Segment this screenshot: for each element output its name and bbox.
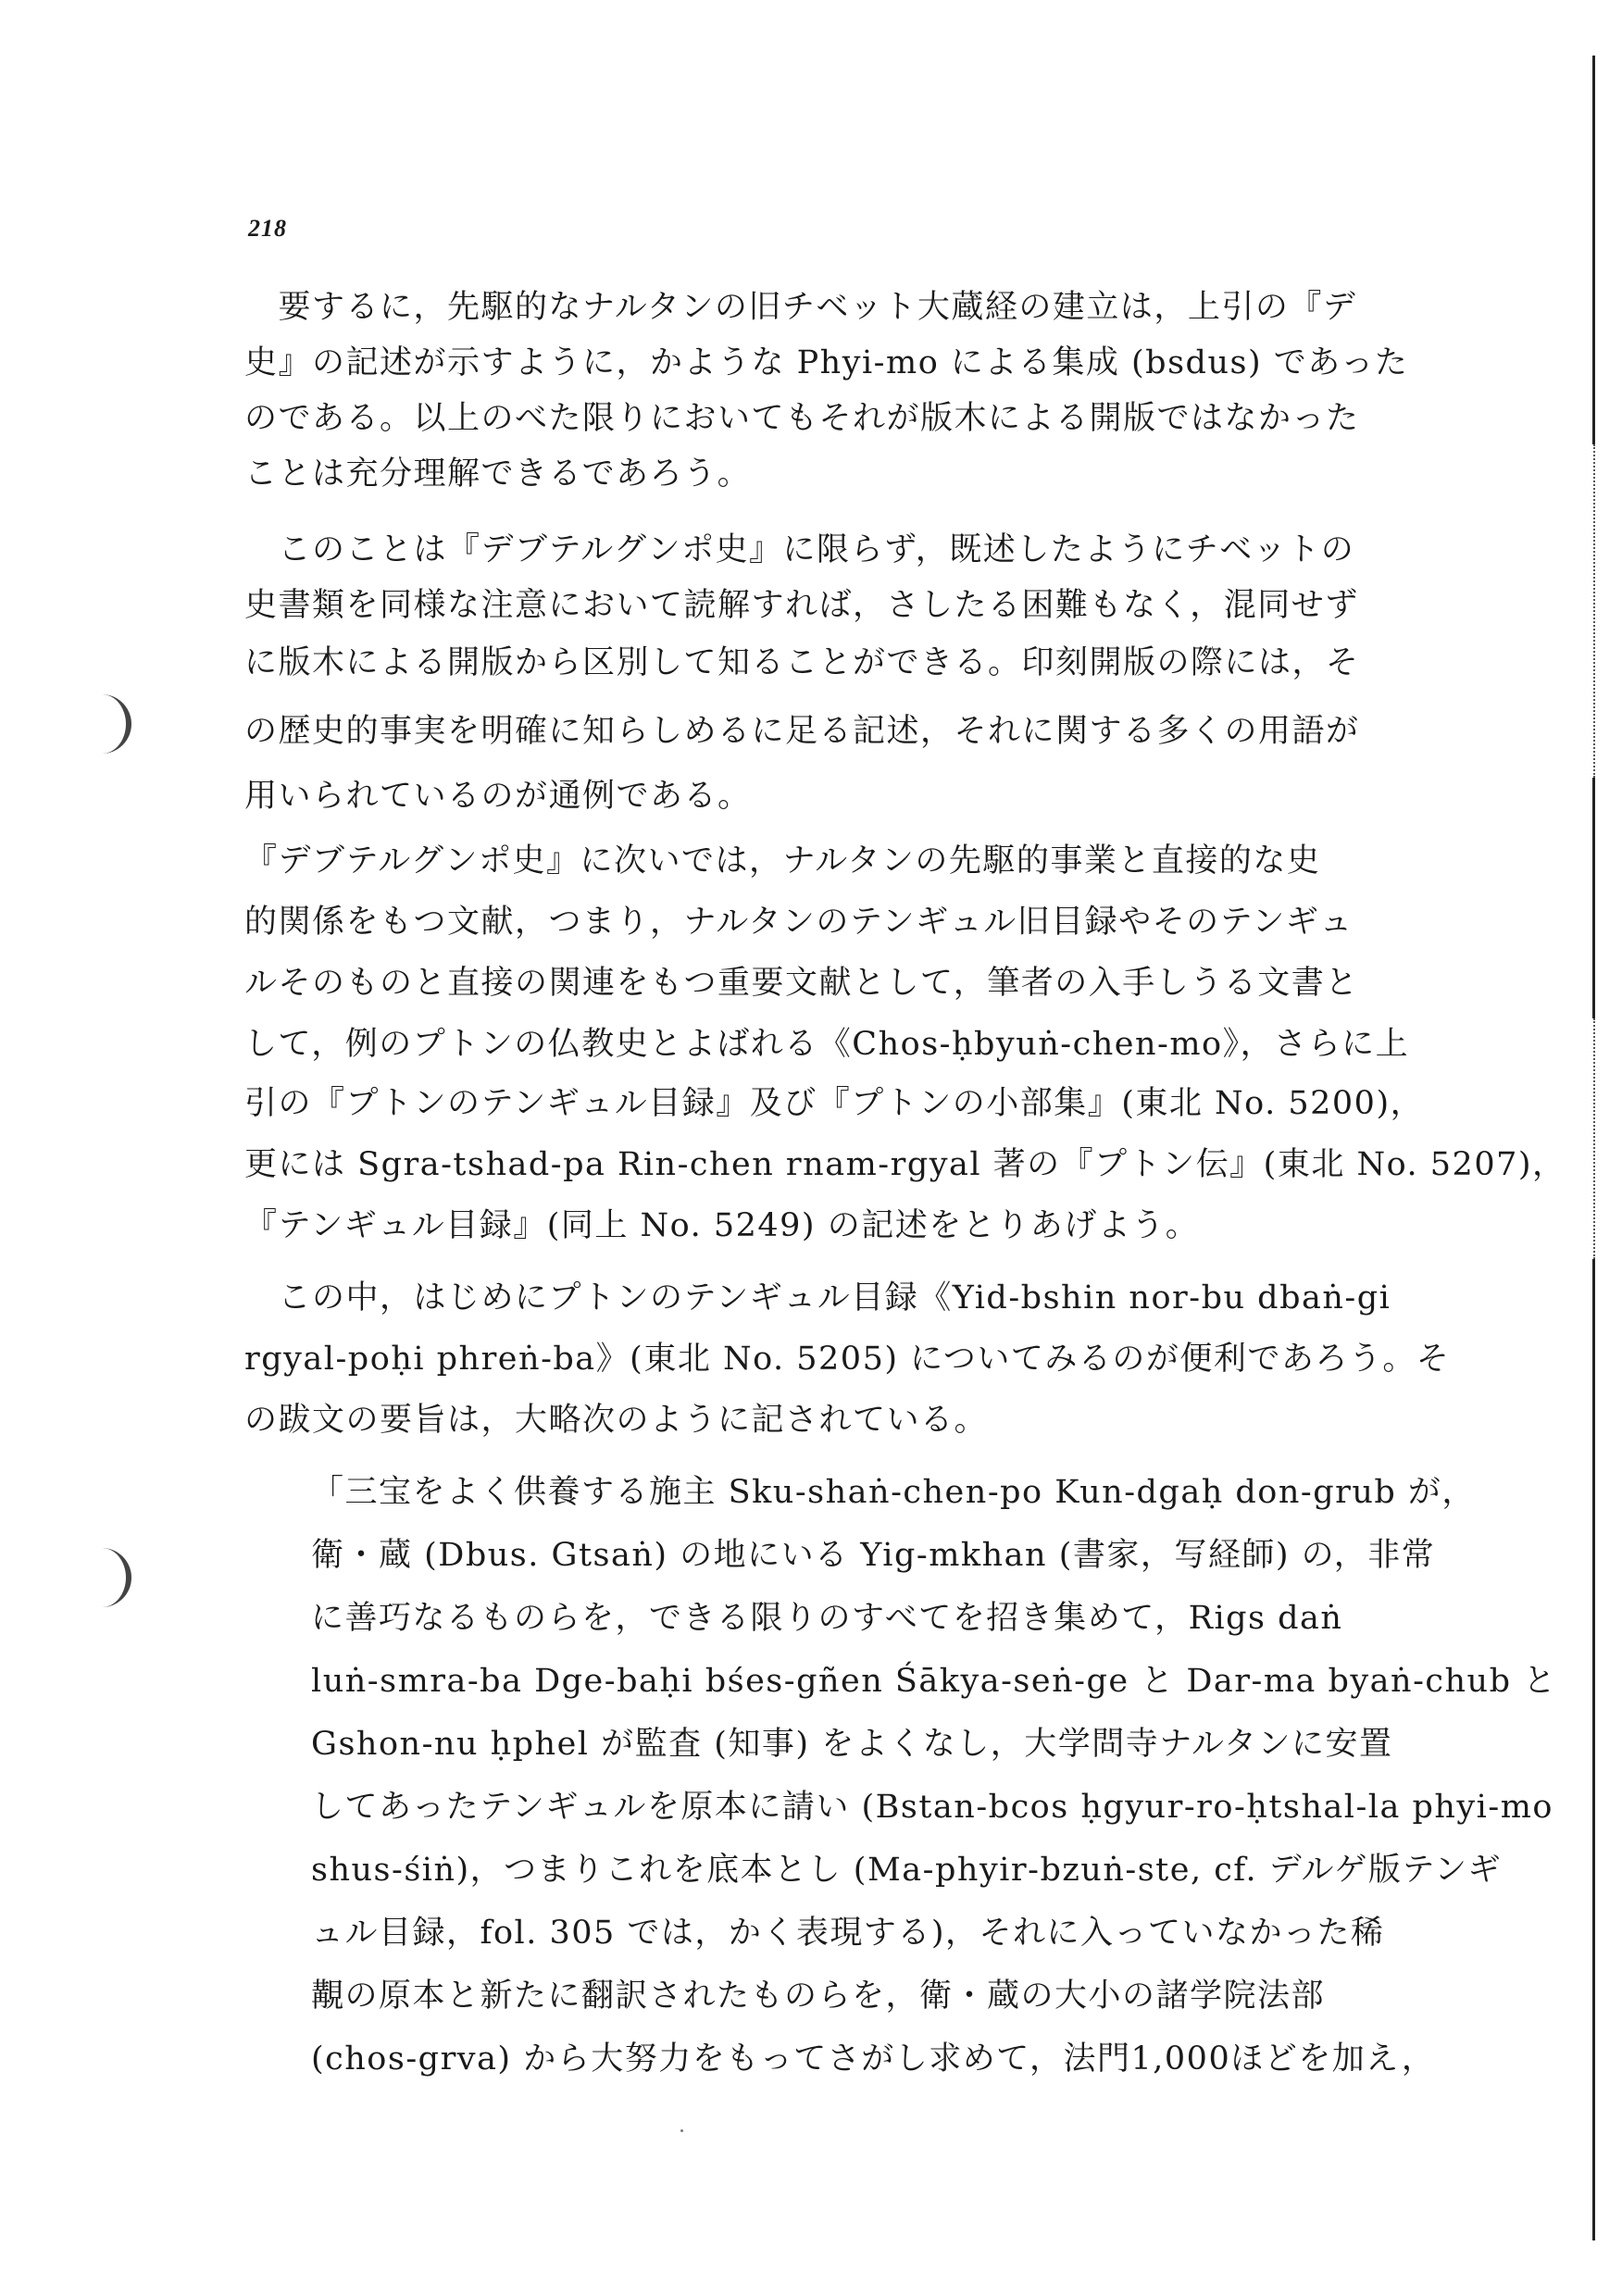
- page-edge-line: [1592, 1259, 1595, 2240]
- text-line: rgyal-poḥi phreṅ-ba》(東北 No. 5205) についてみるのが便利であろう。そ: [244, 1341, 1451, 1378]
- text-line: 『デブテルグンポ史』に次いでは，ナルタンの先駆的事業と直接的な史: [244, 842, 1321, 880]
- text-line: の跋文の要旨は，大略次のように記されている。: [244, 1402, 989, 1439]
- text-line: 史』の記述が示すように，かような Phyi-mo による集成 (bsdus) であった: [244, 344, 1409, 381]
- quote-line: (chos-grva) から大努力をもってさがし求めて，法門1,000ほどを加え，: [311, 2040, 1436, 2078]
- scan-speck: [680, 2129, 683, 2132]
- page-edge-dots: [1593, 1018, 1597, 1259]
- page-edge-line: [1592, 778, 1595, 1018]
- text-line: このことは『デブテルグンポ史』に限らず，既述したようにチベットの: [244, 531, 1355, 568]
- page-number: 218: [248, 215, 287, 242]
- text-line: 史書類を同様な注意において読解すれば，さしたる困難もなく，混同せず: [244, 587, 1359, 624]
- text-line: この中，はじめにプトンのテンギュル目録《Yid-bshin nor-bu dbaṅ-gi: [244, 1279, 1391, 1316]
- quote-line: ュル目録，fol. 305 では，かく表現する)，それに入っていなかった稀: [311, 1915, 1385, 1952]
- quote-line: 「三宝をよく供養する施主 Sku-shaṅ-chen-po Kun-dgaḥ don-grub が，: [311, 1474, 1476, 1511]
- quote-line: shus-śiṅ)，つまりこれを底本とし (Ma-phyir-bzuṅ-ste, cf. デルゲ版テンギ: [311, 1852, 1503, 1889]
- quote-line: luṅ-smra-ba Dge-baḥi bśes-gñen Śākya-seṅ-ge と Dar-ma byaṅ-chub と: [311, 1663, 1557, 1700]
- text-line: ことは充分理解できるであろう。: [244, 455, 752, 493]
- text-line: して，例のプトンの仏教史とよばれる《Chos-ḥbyuṅ-chen-mo》，さらに上: [244, 1026, 1410, 1063]
- quote-line: してあったテンギュルを原本に請い (Bstan-bcos ḥgyur-ro-ḥtshal-la phyi-mo: [311, 1789, 1553, 1826]
- text-line: のである。以上のべた限りにおいてもそれが版木による開版ではなかった: [244, 400, 1360, 437]
- text-line: に版木による開版から区別して知ることができる。印刻開版の際には，そ: [244, 644, 1360, 681]
- binding-hole-mark: [100, 1548, 131, 1607]
- text-line: 『テンギュル目録』(同上 No. 5249) の記述をとりあげよう。: [244, 1207, 1200, 1244]
- text-line: 引の『プトンのテンギュル目録』及び『プトンの小部集』(東北 No. 5200)，: [244, 1085, 1425, 1122]
- text-line: ルそのものと直接の関連をもつ重要文献として，筆者の入手しうる文書と: [244, 965, 1359, 1002]
- quote-line: 覯の原本と新たに翻訳されたものらを，衛・蔵の大小の諸学院法部: [311, 1978, 1326, 2015]
- page-edge-line: [1592, 56, 1595, 444]
- text-line: 的関係をもつ文献，つまり，ナルタンのテンギュル旧目録やそのテンギュ: [244, 904, 1354, 941]
- text-line: の歴史的事実を明確に知らしめるに足る記述，それに関する多くの用語が: [244, 713, 1360, 750]
- binding-hole-mark: [100, 694, 131, 754]
- text-line: 用いられているのが通例である。: [244, 778, 752, 815]
- page-edge-dots: [1593, 444, 1597, 778]
- text-line: 更には Sgra-tshad-pa Rin-chen rnam-rgyal 著の『プトン伝』(東北 No. 5207)，: [244, 1146, 1566, 1183]
- text-line: 要するに，先駆的なナルタンの旧チベット大蔵経の建立は，上引の『デ: [244, 289, 1357, 326]
- quote-line: 衛・蔵 (Dbus. Gtsaṅ) の地にいる Yig-mkhan (書家，写経師) の，非常: [311, 1537, 1436, 1574]
- quote-line: Gshon-nu ḥphel が監査 (知事) をよくなし，大学問寺ナルタンに安置: [311, 1726, 1393, 1763]
- quote-line: に善巧なるものらを，できる限りのすべてを招き集めて，Rigs daṅ: [311, 1600, 1343, 1637]
